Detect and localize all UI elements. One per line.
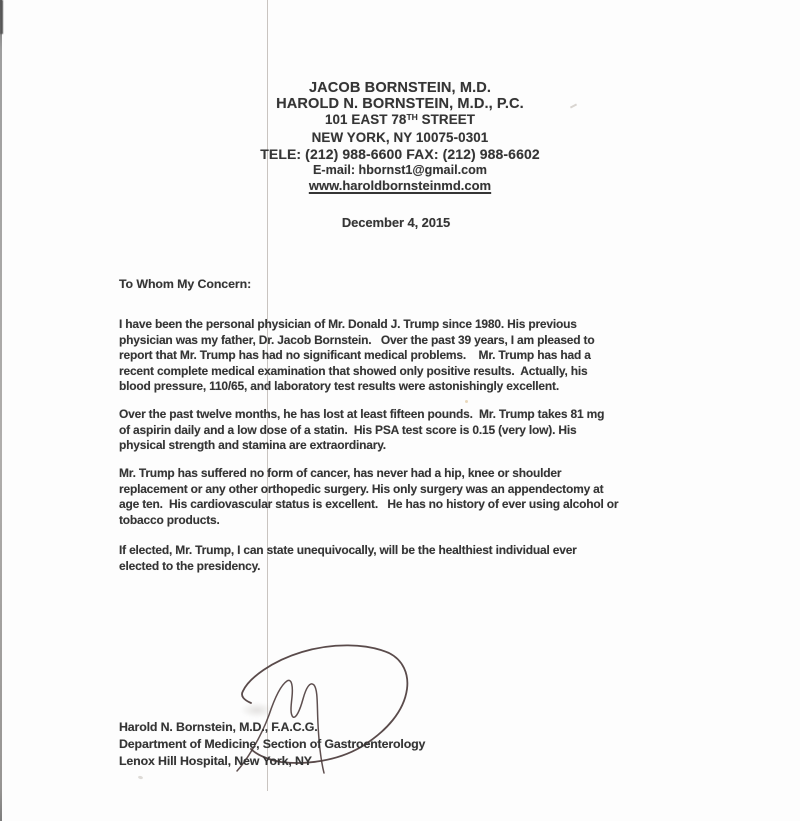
paragraph-2 <box>119 407 604 454</box>
paragraph-3 <box>119 466 618 528</box>
paragraph-4 <box>119 543 577 574</box>
paragraph-line: tobacco products. <box>119 512 220 527</box>
paragraph-line: replacement or any other orthopedic surgery. His only surgery was an appendectomy at <box>119 481 604 496</box>
paragraph-line: of aspirin daily and a low dose of a statin. His PSA test score is 0.15 (very low). His <box>119 422 577 437</box>
paragraph-line: recent complete medical examination that showed only positive results. Actually, his <box>119 363 588 378</box>
letterhead-email-line: E-mail: hbornst1@gmail.com <box>313 163 487 178</box>
letterhead <box>0 80 800 194</box>
letter-date: December 4, 2015 <box>341 215 451 230</box>
paragraph-line: physician was my father, Dr. Jacob Bornstein. Over the past 39 years, I am pleased to <box>119 332 595 347</box>
signature-block <box>119 719 425 770</box>
letterhead-name-harold: HAROLD N. BORNSTEIN, M.D., P.C. <box>276 96 524 113</box>
scan-speck-artifact <box>465 400 468 403</box>
paragraph-line: age ten. His cardiovascular status is excellent. He has no history of ever using alcohol or <box>119 497 619 511</box>
paragraph-line: physical strength and stamina are extraordinary. <box>119 438 386 452</box>
street-number: 101 EAST 78 <box>324 112 407 128</box>
street-ordinal-suffix: TH <box>406 111 418 122</box>
paragraph-line: If elected, Mr. Trump, I can state unequivocally, will be the healthiest individual ever <box>119 543 577 557</box>
letterhead-website-line: www.haroldbornsteinmd.com <box>308 178 492 194</box>
signer-hospital: Lenox Hill Hospital, New York, NY <box>119 754 312 768</box>
salutation: To Whom My Concern: <box>119 277 252 291</box>
paragraph-line: elected to the presidency. <box>119 558 261 573</box>
paragraph-1 <box>119 317 594 395</box>
letterhead-name-jacob: JACOB BORNSTEIN, M.D. <box>308 80 492 96</box>
letterhead-street-address <box>0 112 800 129</box>
paragraph-line: I have been the personal physician of Mr. Donald J. Trump since 1980. His previous <box>119 317 577 331</box>
street-name: STREET <box>417 112 476 128</box>
paragraph-line: blood pressure, 110/65, and laboratory test results were astonishingly excellent. <box>119 379 559 393</box>
scan-corner-artifact <box>0 0 3 34</box>
paragraph-line: report that Mr. Trump has had no significant medical problems. Mr. Trump has had a <box>119 348 591 362</box>
signer-department: Department of Medicine, Section of Gastroenterology <box>119 737 426 751</box>
signer-name: Harold N. Bornstein, M.D., F.A.C.G. <box>119 720 318 734</box>
scan-speck-artifact <box>138 775 144 779</box>
paragraph-line: Over the past twelve months, he has lost at least fifteen pounds. Mr. Trump takes 81 mg <box>119 407 605 421</box>
paragraph-line: Mr. Trump has suffered no form of cancer, has never had a hip, knee or shoulder <box>119 466 562 480</box>
letterhead-city-line: NEW YORK, NY 10075-0301 <box>311 129 489 145</box>
letterhead-phone-fax-line: TELE: (212) 988-6600 FAX: (212) 988-6602 <box>260 145 540 162</box>
